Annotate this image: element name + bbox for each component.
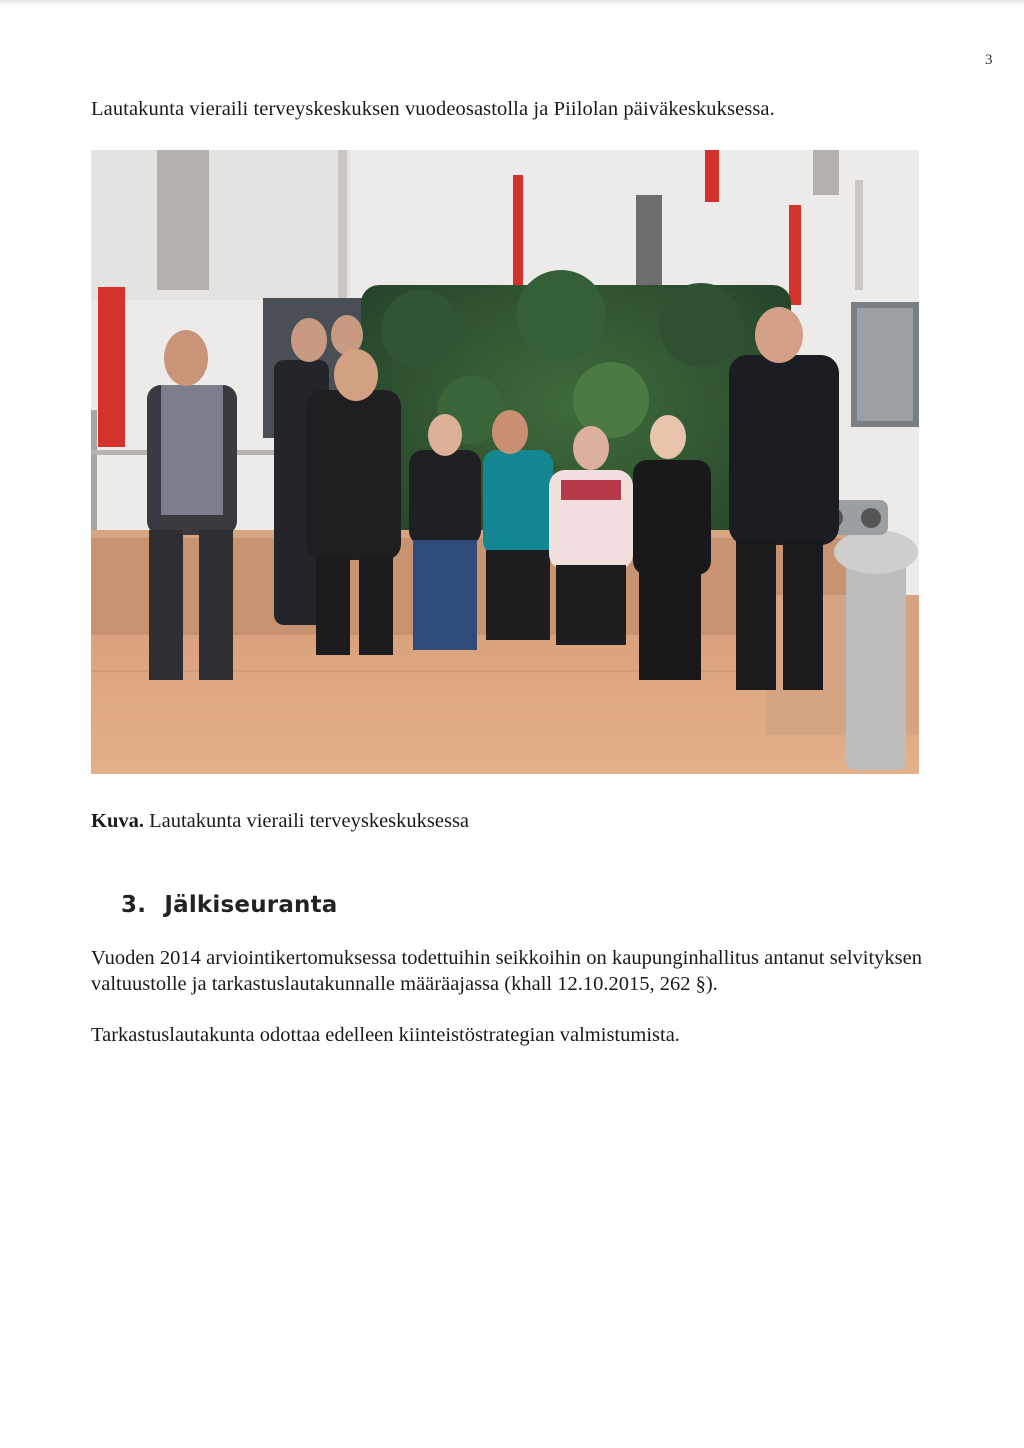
figure-caption xyxy=(91,810,469,833)
section-number: 3. xyxy=(121,892,147,918)
caption-label: Kuva. xyxy=(91,810,144,832)
paragraph-followup: Vuoden 2014 arviointikertomuksessa todettuihin seikkoihin on kaupunginhallitus antanut selvityksen valtuustolle ja tarkastuslautakunnalle määräajassa (khall 12.10.2015, 262 §). xyxy=(91,947,922,995)
page-number: 3 xyxy=(985,52,993,68)
caption-text: Lautakunta vieraili terveyskeskuksessa xyxy=(149,810,470,832)
group-photo xyxy=(91,150,919,774)
section-heading xyxy=(121,892,338,918)
scan-edge xyxy=(0,0,1024,6)
paragraph-strategy: Tarkastuslautakunta odottaa edelleen kiinteistöstrategian valmistumista. xyxy=(91,1024,680,1046)
section-title: Jälkiseuranta xyxy=(164,892,338,918)
intro-paragraph: Lautakunta vieraili terveyskeskuksen vuodeosastolla ja Piilolan päiväkeskuksessa. xyxy=(91,98,775,120)
